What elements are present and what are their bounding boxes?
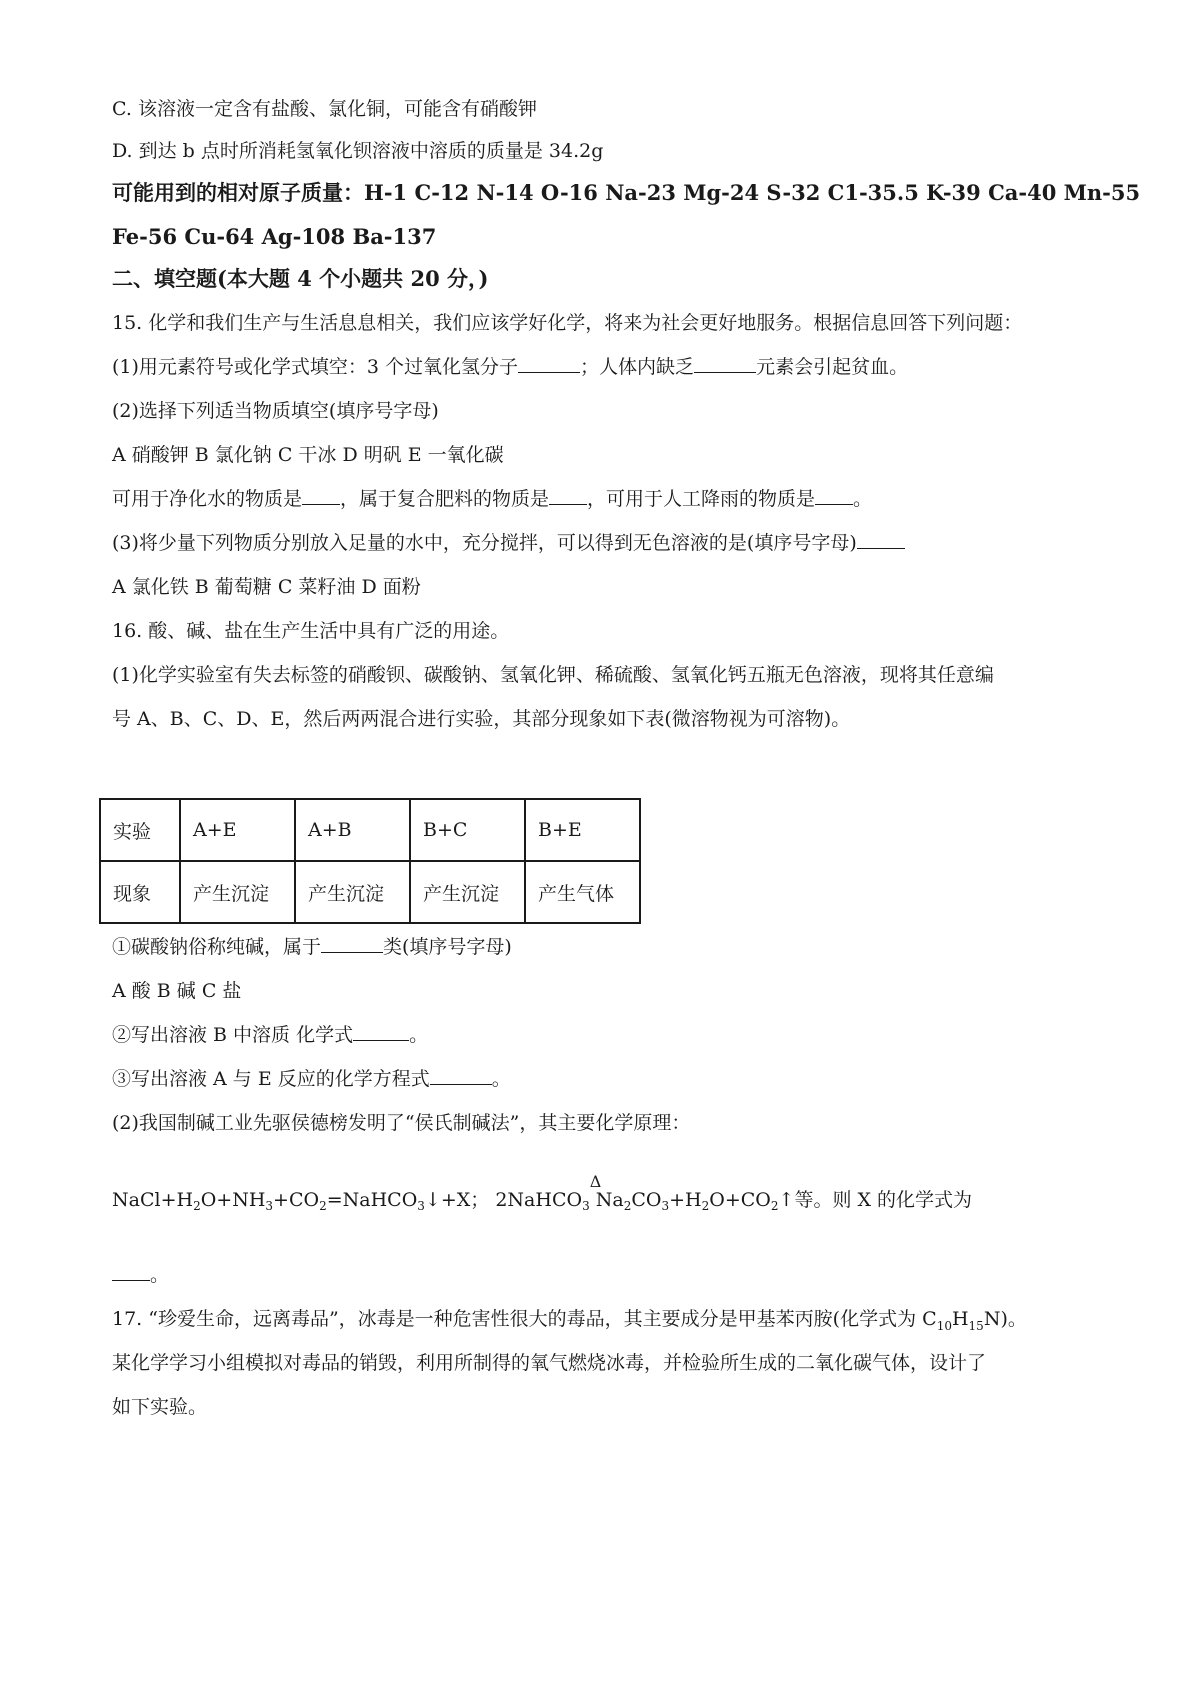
eq-text: +CO (273, 1189, 320, 1211)
table-cell: 产生沉淀 (180, 861, 295, 923)
q17-text-m: H (951, 1308, 969, 1330)
q16-part1-line1: (1)化学实验室有失去标签的硝酸钡、碳酸钠、氢氧化钾、稀硫酸、氢氧化钙五瓶无色溶液，现将其任意编 (112, 664, 994, 686)
eq-subscript: 3 (582, 1199, 590, 1213)
eq-subscript: 3 (417, 1199, 425, 1213)
answer-blank[interactable] (518, 354, 580, 373)
answer-blank[interactable] (857, 530, 905, 549)
delta-symbol: Δ (589, 1172, 602, 1191)
answer-blank[interactable] (353, 1022, 409, 1041)
q15-part2-blanks (112, 486, 872, 512)
q16-part1-line2: 号 A、B、C、D、E，然后两两混合进行实验，其部分现象如下表(微溶物视为可溶物)。 (112, 708, 851, 730)
q17-subscript: 15 (968, 1318, 984, 1333)
table-cell: B+E (525, 799, 640, 861)
answer-blank[interactable] (430, 1066, 492, 1085)
eq-text: ↑等。则 X 的化学式为 (778, 1189, 973, 1211)
q16-sub1-text-b: 类(填序号字母) (383, 936, 512, 958)
eq-text: =NaHCO (326, 1189, 418, 1211)
table-cell: 现象 (100, 861, 180, 923)
q15-part2: (2)选择下列适当物质填空(填序号字母) (112, 400, 439, 422)
q16-sub1-options: A 酸 B 碱 C 盐 (112, 980, 242, 1002)
answer-blank[interactable] (302, 486, 340, 505)
eq-subscript: 2 (623, 1199, 632, 1213)
answer-blank[interactable] (549, 486, 587, 505)
eq-text: O+CO (709, 1189, 771, 1211)
eq-text: CO (631, 1189, 662, 1211)
q16-sub1-text-a: ①碳酸钠俗称纯碱，属于 (112, 936, 322, 958)
table-row (100, 861, 640, 923)
table-cell: 产生沉淀 (410, 861, 525, 923)
answer-blank[interactable] (694, 354, 756, 373)
table-cell: A+B (295, 799, 410, 861)
q15-stem: 15. 化学和我们生产与生活息息相关，我们应该学好化学，将来为社会更好地服务。根据信息回答下列问题： (112, 312, 1023, 334)
table-cell: A+E (180, 799, 295, 861)
eq-subscript: 2 (319, 1199, 327, 1213)
q16-sub2 (112, 1022, 428, 1048)
q15-part2-text-d: 。 (853, 488, 873, 510)
q16-part2-answer (112, 1262, 169, 1288)
q15-options: A 硝酸钾 B 氯化钠 C 干冰 D 明矾 E 一氧化碳 (112, 444, 504, 466)
eq-subscript: 2 (770, 1199, 779, 1213)
answer-blank[interactable] (815, 486, 853, 505)
eq-text: NaCl+H (112, 1189, 194, 1211)
answer-blank[interactable] (112, 1262, 150, 1281)
eq-text: +H (669, 1189, 702, 1211)
q15-part1-text-b: ；人体内缺乏 (580, 356, 695, 378)
eq-subscript: 3 (661, 1199, 670, 1213)
q17-stem-line1 (112, 1306, 1027, 1332)
q16-sub1 (112, 934, 512, 960)
q17-text-e: N)。 (983, 1308, 1027, 1330)
table-cell: 产生气体 (525, 861, 640, 923)
q16-sub3 (112, 1066, 511, 1092)
experiment-table (99, 798, 641, 924)
q16-part2-end: 。 (150, 1264, 170, 1286)
q15-part1-text-a: (1)用元素符号或化学式填空：3 个过氧化氢分子 (112, 356, 519, 378)
q16-sub2-text-a: ②写出溶液 B 中溶质 化学式 (112, 1024, 354, 1046)
table-cell: B+C (410, 799, 525, 861)
eq-text: Na (595, 1189, 624, 1211)
heat-condition (589, 1172, 602, 1220)
q15-part2-text-a: 可用于净化水的物质是 (112, 488, 303, 510)
q17-subscript: 10 (936, 1318, 952, 1333)
table-cell: 产生沉淀 (295, 861, 410, 923)
option-d: D. 到达 b 点时所消耗氢氧化钡溶液中溶质的质量是 34.2g (112, 140, 604, 162)
q15-part2-text-b: ，属于复合肥料的物质是 (340, 488, 550, 510)
q16-sub2-text-b: 。 (409, 1024, 429, 1046)
q16-stem: 16. 酸、碱、盐在生产生活中具有广泛的用途。 (112, 620, 510, 642)
q16-sub3-text-b: 。 (491, 1068, 511, 1090)
q15-part2-text-c: ，可用于人工降雨的物质是 (587, 488, 816, 510)
q15-part3-text: (3)将少量下列物质分别放入足量的水中，充分搅拌，可以得到无色溶液的是(填序号字母) (112, 532, 857, 554)
eq-text: ↓+X； 2NaHCO (424, 1189, 583, 1211)
eq-subscript: 2 (701, 1199, 710, 1213)
q15-part1-text-c: 元素会引起贫血。 (756, 356, 909, 378)
section-heading: 二、填空题(本大题 4 个小题共 20 分，) (112, 266, 489, 291)
q17-text-a: 17. “珍爱生命，远离毒品”，冰毒是一种危害性很大的毒品，其主要成分是甲基苯丙胺(化学式为 C (112, 1308, 937, 1330)
option-c: C. 该溶液一定含有盐酸、氯化铜，可能含有硝酸钾 (112, 98, 537, 120)
q16-part2: (2)我国制碱工业先驱侯德榜发明了“侯氏制碱法”，其主要化学原理： (112, 1112, 691, 1134)
q15-part3-options: A 氯化铁 B 葡萄糖 C 菜籽油 D 面粉 (112, 576, 421, 598)
q15-part3 (112, 530, 905, 556)
q15-part1 (112, 354, 908, 380)
eq-subscript: 2 (193, 1199, 201, 1213)
atomic-mass-line-2: Fe-56 Cu-64 Ag-108 Ba-137 (112, 224, 437, 249)
table-cell: 实验 (100, 799, 180, 861)
table-row (100, 799, 640, 861)
eq-subscript: 3 (265, 1199, 274, 1213)
q17-stem-line3: 如下实验。 (112, 1396, 208, 1418)
answer-blank[interactable] (321, 934, 383, 953)
atomic-mass-line-1: 可能用到的相对原子质量：H-1 C-12 N-14 O-16 Na-23 Mg-24 S-32 C1-35.5 K-39 Ca-40 Mn-55 (112, 180, 1141, 205)
eq-text: O+NH (200, 1189, 266, 1211)
chemical-equation (112, 1172, 973, 1226)
q17-stem-line2: 某化学学习小组模拟对毒品的销毁，利用所制得的氧气燃烧冰毒，并检验所生成的二氧化碳气体，设计了 (112, 1352, 987, 1374)
q16-sub3-text-a: ③写出溶液 A 与 E 反应的化学方程式 (112, 1068, 430, 1090)
